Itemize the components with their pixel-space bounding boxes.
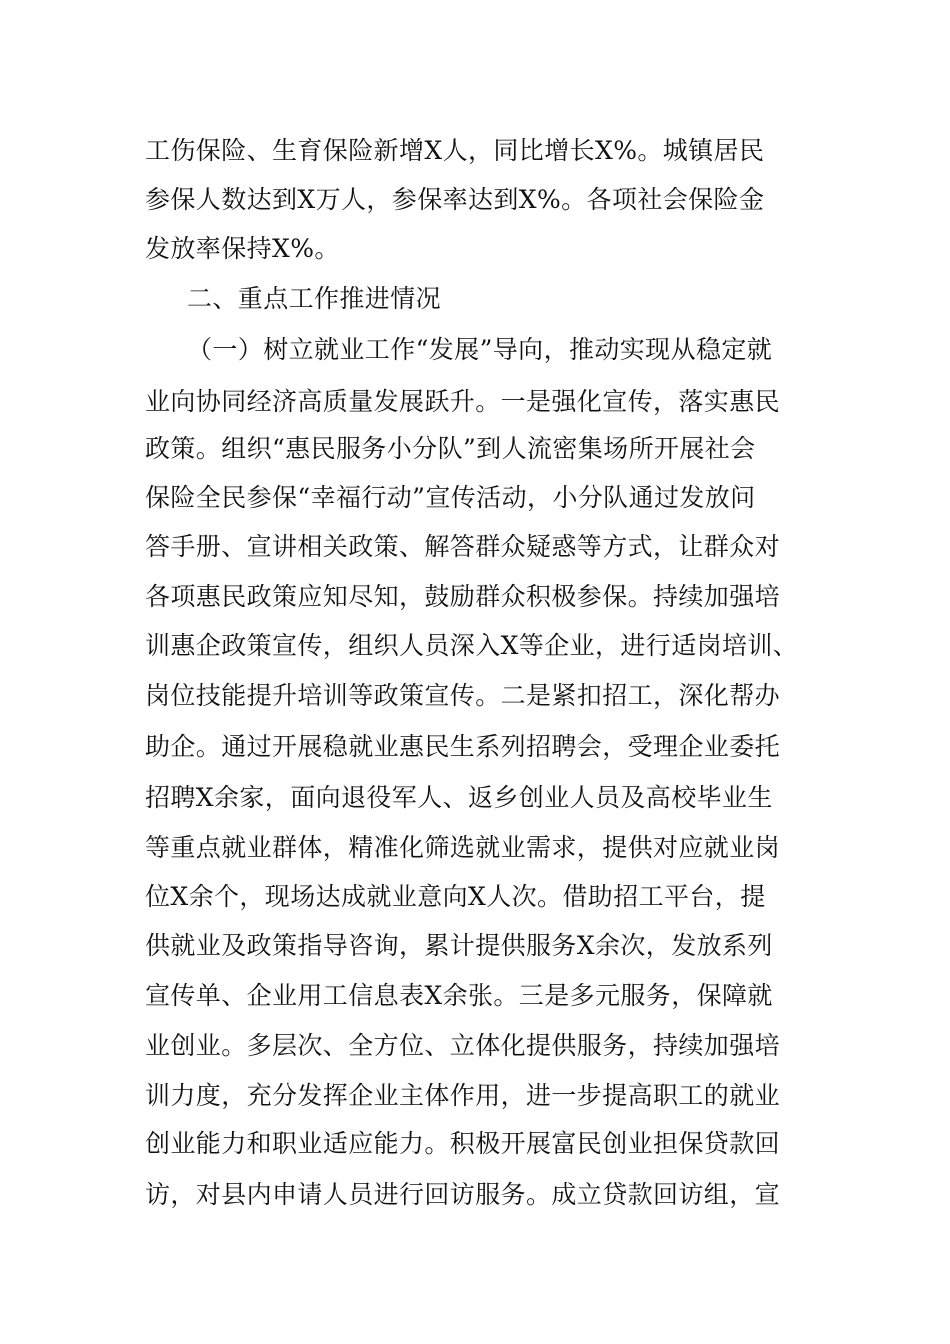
text-line: 训力度，充分发挥企业主体作用，进一步提高职工的就业 [145,1081,781,1110]
text-line: 保险全民参保“幸福行动”宣传活动，小分队通过发放问 [145,483,756,512]
text-line: 岗位技能提升培训等政策宣传。二是紧扣招工，深化帮办 [145,681,781,710]
text-line: 业向协同经济高质量发展跃升。一是强化宣传，落实惠民 [145,387,781,416]
text-line: 政策。组织“惠民服务小分队”到人流密集场所开展社会 [145,434,756,463]
text-line: 业创业。多层次、全方位、立体化提供服务，持续加强培 [145,1031,781,1060]
text-line: 各项惠民政策应知尽知，鼓励群众积极参保。持续加强培 [145,582,781,611]
text-line: 访，对县内申请人员进行回访服务。成立贷款回访组，宣 [145,1180,781,1209]
text-line: 宣传单、企业用工信息表X余张。三是多元服务，保障就 [145,981,773,1010]
text-line: （一）树立就业工作“发展”导向，推动实现从稳定就 [187,335,773,364]
text-line: 等重点就业群体，精准化筛选就业需求，提供对应就业岗 [145,833,781,862]
section-heading: 二、重点工作推进情况 [187,284,442,313]
text-line: 创业能力和职业适应能力。积极开展富民创业担保贷款回 [145,1129,781,1158]
text-line: 训惠企政策宣传，组织人员深入X等企业，进行适岗培训、 [145,631,799,660]
text-line: 参保人数达到X万人，参保率达到X%。各项社会保险金 [145,185,765,214]
text-line: 答手册、宣讲相关政策、解答群众疑惑等方式，让群众对 [145,532,781,561]
text-line: 工伤保险、生育保险新增X人，同比增长X%。城镇居民 [145,136,765,165]
text-line: 招聘X余家，面向退役军人、返乡创业人员及高校毕业生 [145,783,773,812]
text-line: 位X余个，现场达成就业意向X人次。借助招工平台，提 [145,882,766,911]
text-line: 发放率保持X%。 [145,234,340,263]
text-line: 供就业及政策指导咨询，累计提供服务X余次，发放系列 [145,931,773,960]
text-line: 助企。通过开展稳就业惠民生系列招聘会，受理企业委托 [145,732,781,761]
